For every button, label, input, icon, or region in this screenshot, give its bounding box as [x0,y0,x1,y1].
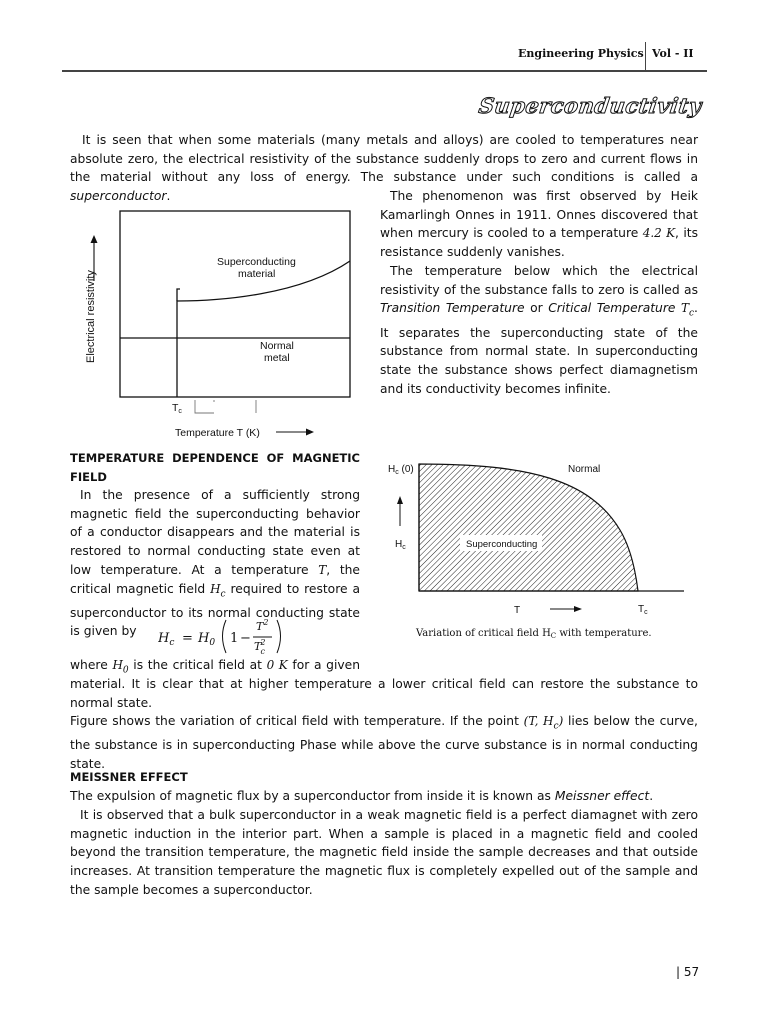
critical-field-equation [158,615,288,657]
tdmf-paragraph-1: In the presence of a sufficiently strong magnetic field the superconducting behavior of a conductor disappears and the material is restored to normal conducting state even at low temperature. At a temperature T, the critical magnetic field $H_c$ required to restore a superconductor to its normal conducting state is given by [70,488,360,639]
header-rule [62,70,707,72]
resistivity-axis-label: Electrical resistivity [85,270,97,363]
header-volume: Vol - II [652,47,694,60]
meissner-paragraph-1: The expulsion of magnetic flux by a superconductor from inside it is known as Meissner effect. [70,789,654,803]
eq-denominator: T2 c [254,638,266,656]
x-axis-arrowhead [306,429,314,436]
superconducting-material-label-2: material [238,268,276,280]
tc-tick-label: Tc [172,402,182,415]
header-separator [645,42,646,70]
eq-left-paren [223,620,227,653]
critical-field-caption: Variation of critical field $H_C$ with temperature. [416,628,652,640]
transition-step [177,289,180,301]
chapter-title: Superconductivity [477,93,704,118]
t-label: T [514,605,521,616]
eq-h0: $H_0$ [198,631,216,648]
page-number: | 57 [676,965,700,979]
superconducting-region-label: Superconducting [466,539,538,550]
intro-paragraph-3: The temperature below which the electrical resistivity of the substance falls to zero is called as Transition Temperature or Critical Temperature $T_c$. It separates the superconducting state of the substance from normal state. In superconducting state the substance shows perfect diamagnetism and its conductivity becomes infinite. [380,264,698,396]
critical-field-figure [380,420,705,650]
tc-tick-marks [195,400,256,413]
superconducting-material-label-1: Superconducting [217,256,296,268]
tdmf-paragraph-2: material. It is clear that at higher temperature a lower critical field can restore the substance to normal state. [70,677,698,710]
y-axis-arrowhead [91,235,98,243]
hc-label: $H_c$ [395,539,406,551]
eq-lhs: $H_c$ [158,631,175,648]
superconducting-material-curve [177,261,350,397]
meissner-paragraph-2: It is observed that a bulk superconductor in a weak magnetic field is a perfect diamagnet with zero magnetic induction in the interior part. When a sample is placed in a magnetic field and cooled beyond the transition temperature, the magnetic field inside the sample decreases and that outside increases. At transition temperature the magnetic flux is completely expelled out of the sample and the sample becomes a superconductor. [70,808,698,897]
hc0-label: $H_c$ (0) [388,464,414,476]
t-arrowhead [574,606,582,612]
normal-region-label: Normal [568,464,601,475]
intro-paragraph-1: It is seen that when some materials (many metals and alloys) are cooled to temperatures near absolute zero, the electrical resistivity of the substance suddenly drops to zero and current flows in the material without any loss of energy. The substance under such conditions is called a superconductor. [70,133,698,204]
normal-metal-label-1: Normal [260,340,294,352]
tdmf-heading: TEMPERATURE DEPENDENCE OF MAGNETIC FIELD [70,451,360,484]
tdmf-paragraph-3: Figure shows the variation of critical field with temperature. If the point (T, $H_c$) lies below the curve, the substance is in superconducting Phase while above the curve substance is in normal conducting state. [70,714,698,771]
resistivity-figure [80,203,370,443]
eq-equals: = [182,631,193,646]
intro-paragraph-2: The phenomenon was first observed by Heik Kamarlingh Onnes in 1911. Onnes discovered that when mercury is cooled to a temperature 4.2 K, its resistance suddenly vanishes. [380,189,698,260]
eq-numerator: $T^2$ [256,618,269,633]
meissner-heading: MEISSNER EFFECT [70,770,188,784]
superconducting-region [419,464,638,591]
eq-minus: − [240,631,251,646]
tdmf-where-line: where $H_0$ is the critical field at 0 K for a given [70,658,361,676]
eq-right-paren [277,620,281,653]
tc-label: $T_c$ [638,604,648,616]
resistivity-plot-frame [120,211,350,397]
normal-metal-label-2: metal [264,352,290,364]
hc-arrowhead [397,496,403,504]
temperature-axis-label: Temperature T (K) [175,427,260,439]
header-book-title: Engineering Physics [518,47,644,60]
eq-one: 1 [230,631,239,646]
